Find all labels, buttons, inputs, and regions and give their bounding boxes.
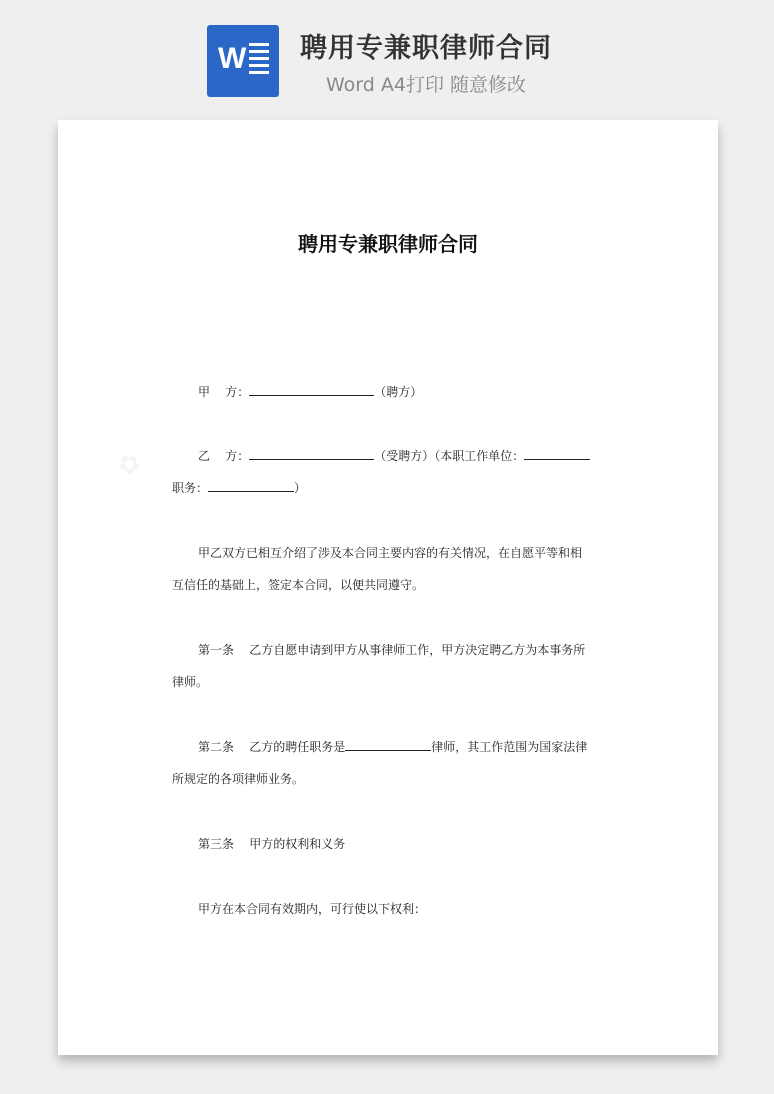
document-title: 聘用专兼职律师合同 [298, 232, 478, 256]
document-subtitle: Word A4打印 随意修改 [326, 74, 527, 96]
article-2-line-2: 所规定的各项律师业务。 [172, 772, 305, 786]
rights-line: 甲方在本合同有效期内，可行使以下权利： [198, 902, 427, 916]
document-name: 聘用专兼职律师合同 [300, 33, 552, 64]
watermark [111, 446, 146, 483]
position-line: 职务： ） [172, 481, 307, 495]
work-unit-blank[interactable] [524, 448, 590, 460]
article-2-line-1: 第二条 乙方的聘任职务是 律师，其工作范围为国家法律 [198, 740, 588, 754]
party-a-line: 甲 方： （聘方） [198, 385, 423, 399]
document-page [58, 120, 718, 1055]
party-b-line: 乙 方： （受聘方）（本职工作单位： [198, 447, 590, 464]
position-blank[interactable] [208, 480, 294, 492]
header [0, 0, 774, 110]
article-1-line-1: 第一条 乙方自愿申请到甲方从事律师工作，甲方决定聘乙方为本事务所 [198, 643, 586, 657]
intro-line-1: 甲乙双方已相互介绍了涉及本合同主要内容的有关情况，在自愿平等和相 [198, 546, 583, 560]
article-1-line-2: 律师。 [172, 675, 209, 689]
article-3-heading: 第三条 甲方的权利和义务 [198, 837, 346, 851]
word-icon: W [207, 25, 279, 97]
party-b-blank[interactable] [249, 448, 374, 460]
intro-line-2: 互信任的基础上，签定本合同，以便共同遵守。 [172, 578, 425, 592]
party-a-blank[interactable] [249, 384, 374, 396]
job-title-blank[interactable] [345, 739, 431, 751]
